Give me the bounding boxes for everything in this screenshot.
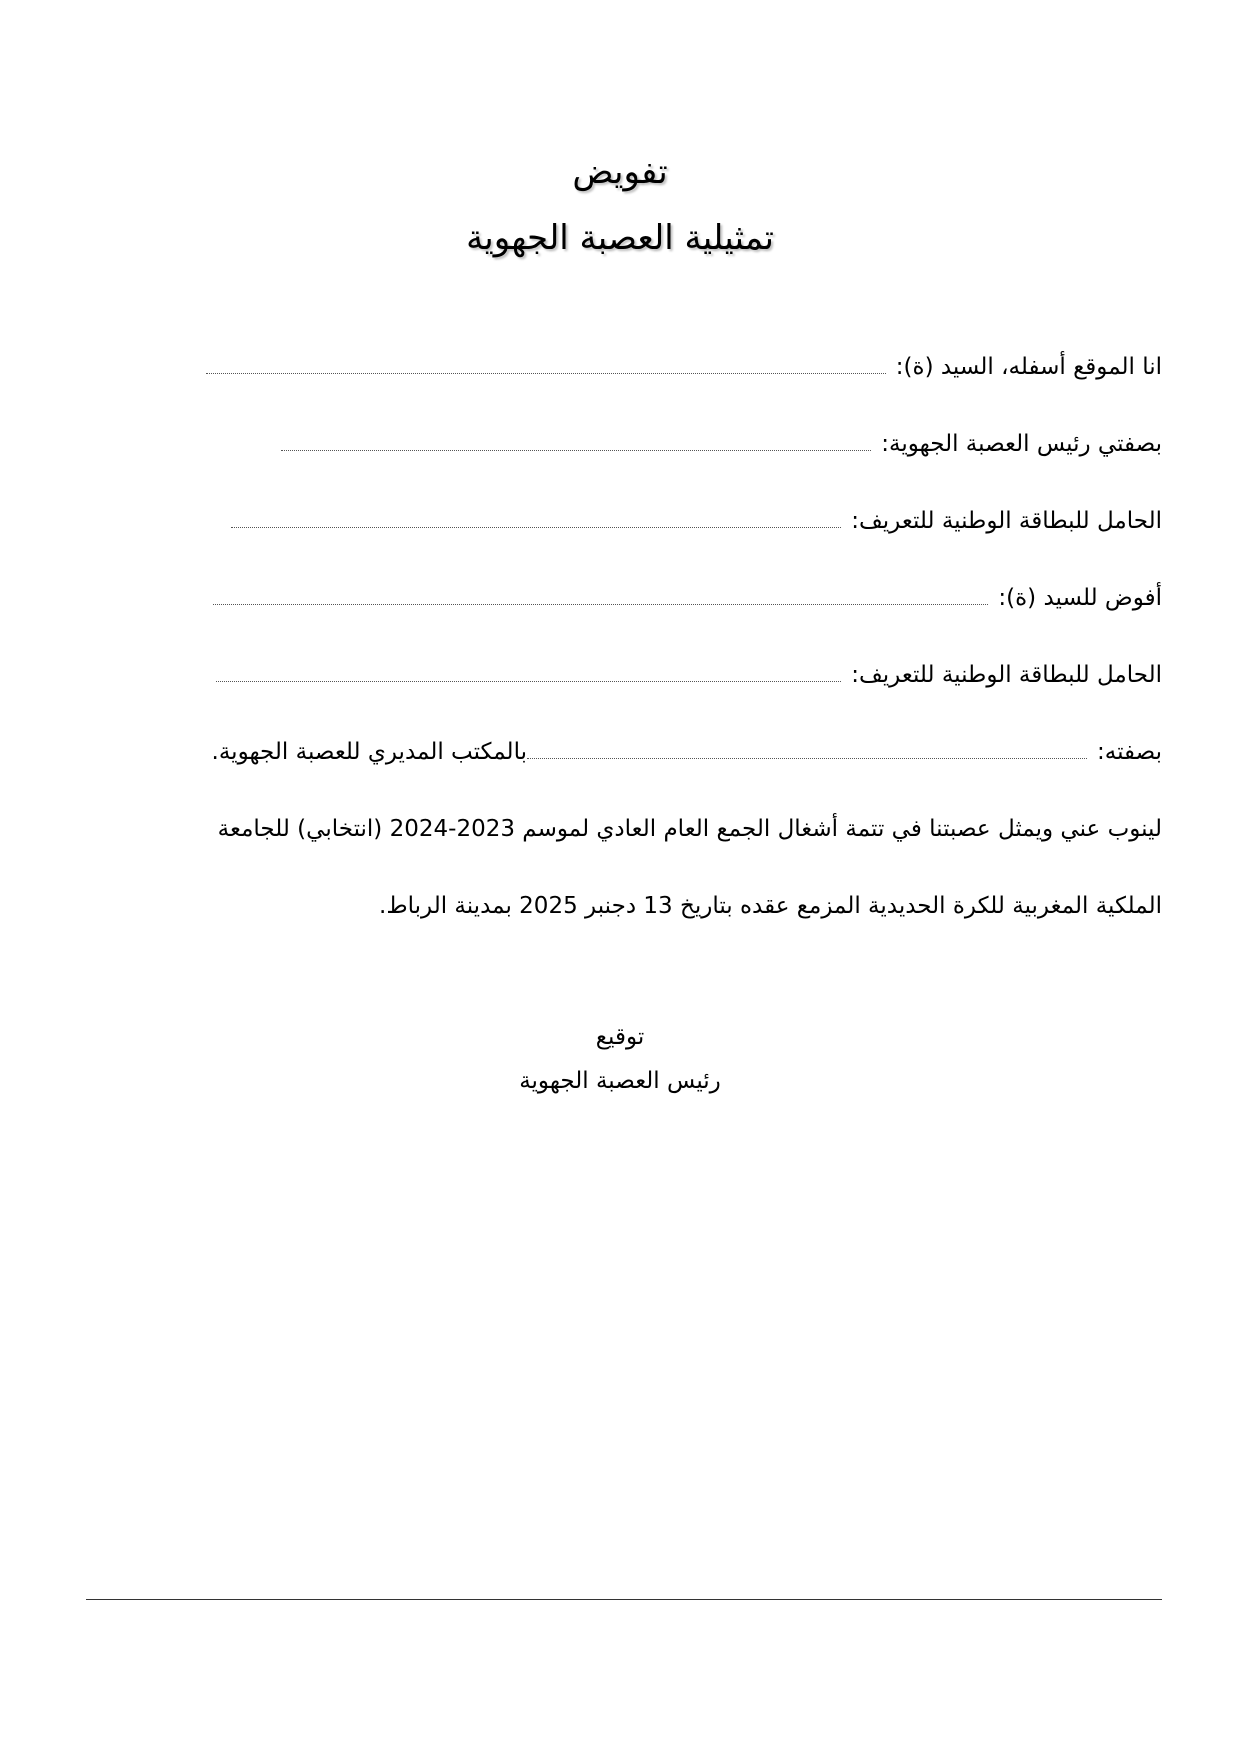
delegate-id-blank[interactable] — [216, 680, 841, 682]
signer-blank[interactable] — [206, 372, 886, 374]
signer-id-field[interactable] — [231, 508, 1162, 534]
body-line-2: الملكية المغربية للكرة الحديدية المزمع عقده بتاريخ 13 دجنبر 2025 بمدينة الرباط. — [379, 893, 1162, 919]
delegate-role-field[interactable] — [212, 739, 1162, 765]
capacity-blank[interactable] — [281, 449, 871, 451]
signature-title: رئيس العصبة الجهوية — [519, 1068, 721, 1094]
signer-id-blank[interactable] — [231, 526, 841, 528]
document-subtitle: تمثيلية العصبة الجهوية — [466, 218, 774, 258]
body-line-1: لينوب عني ويمثل عصبتنا في تتمة أشغال الجمع العام العادي لموسم 2023-2024 (انتخابي) للجامعة — [217, 816, 1162, 842]
delegate-blank[interactable] — [213, 603, 988, 605]
signer-label: انا الموقع أسفله، السيد (ة): — [895, 354, 1162, 380]
delegate-role-blank[interactable] — [527, 757, 1087, 759]
delegate-field[interactable] — [213, 585, 1162, 611]
signer-id-label: الحامل للبطاقة الوطنية للتعريف: — [851, 508, 1162, 534]
capacity-label: بصفتي رئيس العصبة الجهوية: — [881, 431, 1162, 457]
delegate-role-suffix: بالمكتب المديري للعصبة الجهوية. — [211, 739, 527, 765]
delegate-id-label: الحامل للبطاقة الوطنية للتعريف: — [851, 662, 1162, 688]
capacity-field[interactable] — [281, 431, 1162, 457]
delegate-id-field[interactable] — [216, 662, 1162, 688]
delegate-role-label: بصفته: — [1096, 739, 1162, 765]
footer-divider — [86, 1599, 1162, 1600]
signer-field[interactable] — [206, 354, 1162, 380]
signature-label: توقيع — [595, 1024, 645, 1050]
delegate-label: أفوض للسيد (ة): — [998, 585, 1162, 611]
document-title: تفويض — [572, 152, 668, 192]
